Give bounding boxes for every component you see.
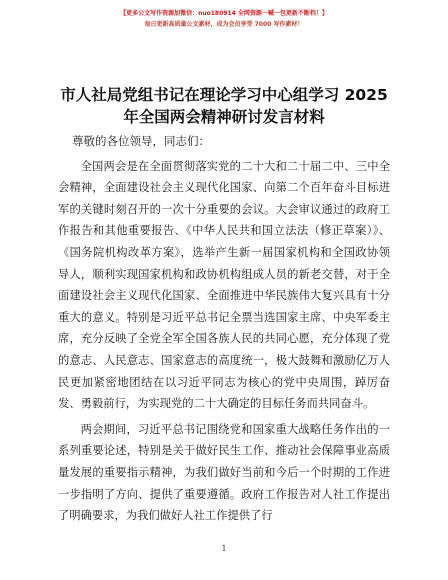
promo-banner-line-2: 每日更新高质量公文素材，成为会员享受 7000 写作素材！: [144, 21, 304, 28]
document-body: [58, 131, 390, 531]
promo-banner: [0, 8, 448, 30]
salutation: 尊敬的各位领导，同志们：: [72, 134, 210, 148]
promo-banner-line-1: 【更多公文写作资源加微信：nuo180914 全网资源一喊一包更新不断档！】: [120, 10, 328, 17]
body-paragraph-1: 全国两会是在全面贯彻落实党的二十大和二十届二中、三中全会精神，全面建设社会主义现代化国家、向第二个百年奋斗目标进军的关键时刻召开的一次十分重要的会议。大会审议通过的政府工作报告和其他重要报告、《中华人民共和国立法法（修正草案）》、《国务院机构改革方案》，选举产生新一届国家机构和全国政协领导人，顺利实现国家机构和政协机构组成人员的新老交替，对于全面建设社会主义现代化国家、全面推进中华民族伟大复兴具有十分重大的意义。特别是习近平总书记全票当选国家主席、中央军委主席，充分反映了全党全军全国各族人民的共同心愿，充分体现了党的意志、人民意志、国家意志的高度统一，极大鼓舞和激励亿万人民更加紧密地团结在以习近平同志为核心的党中央周围，踔厉奋发、勇毅前行，为实现党的二十大确定的目标任务而共同奋斗。: [58, 159, 390, 411]
document-title: 市人社局党组书记在理论学习中心组学习 2025 年全国两会精神研讨发言材料: [60, 86, 388, 126]
body-paragraph-2: 两会期间，习近平总书记围绕党和国家重大战略任务作出的一系列重要论述，特别是关于做好民生工作、推动社会保障事业高质量发展的重要指示精神，为我们做好当前和今后一个时期的工作进一步指明了方向、提供了重要遵循。政府工作报告对人社工作提出了明确要求，为我们做好人社工作提供了行: [58, 422, 390, 523]
page-number: 1: [221, 544, 227, 553]
